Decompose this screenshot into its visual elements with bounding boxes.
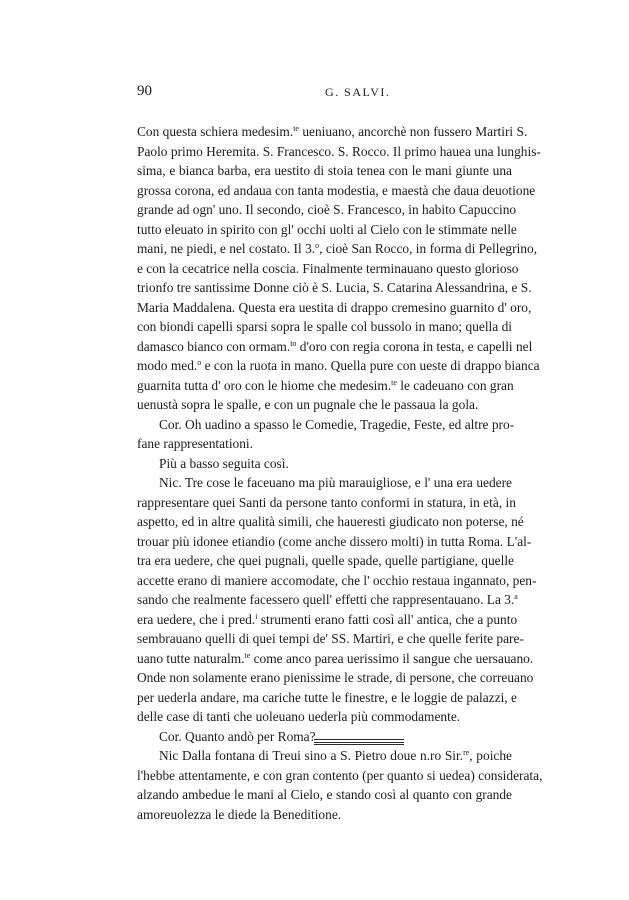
text-segment: sembrauano quelli di quei tempi de' SS. Martiri, e che quelle ferite pare-: [137, 631, 524, 646]
text-line: [137, 473, 512, 493]
text-segment: le cadeuano con gran: [396, 377, 514, 393]
page-number: 90: [137, 83, 152, 99]
text-line: [137, 571, 537, 591]
text-line: [137, 785, 512, 805]
text-segment: con biondi capelli sparsi sopra le spalle col bussolo in mano; quella di: [137, 319, 512, 334]
text-line: [137, 512, 524, 532]
text-segment: Maria Maddalena. Questa era uestita di drappo cremesino guarnito d' oro,: [137, 299, 532, 315]
text-line: [137, 649, 534, 669]
text-segment: modo med.: [137, 358, 198, 373]
text-segment: Più a basso seguita così.: [159, 455, 289, 471]
superscript-abbreviation: a: [514, 592, 518, 601]
text-segment: come anco parea uerissimo il sangue che uersauano.: [250, 650, 534, 666]
page-header: [137, 83, 512, 103]
text-segment: Con questa schiera medesim.: [137, 124, 294, 139]
text-segment: Cor. Oh uadino a spasso le Comedie, Tragedie, Feste, ed altre pro-: [159, 416, 515, 432]
text-segment: tra era uedere, che quei pugnali, quelle spade, quelle partigiane, quelle: [137, 553, 514, 568]
text-line: [137, 161, 512, 181]
text-segment: grande ad ogn' uno. Il secondo, cioè S. Francesco, in habito Capuccino: [137, 202, 517, 217]
text-segment: alzando ambedue le mani al Cielo, e stando così al quanto con grande: [137, 787, 512, 802]
text-segment: accette erano di maniere accomodate, che l' occhio restaua ingannato, pen-: [137, 572, 537, 588]
text-line: [137, 532, 532, 552]
text-line: [137, 805, 512, 825]
text-segment: trouar più idonee etiandio (come anche dissero molti) in tutta Roma. L'al-: [137, 533, 532, 549]
text-segment: tutto eleuato in spirito con gl' occhi uolti al Cielo con le stimmate nelle: [137, 221, 517, 237]
superscript-abbreviation: te: [391, 377, 397, 387]
text-segment: uenustà sopra le spalle, e con un pugnale che le passaua la gola.: [137, 397, 479, 412]
superscript-abbreviation: o: [197, 358, 202, 367]
text-line: [137, 746, 512, 766]
text-segment: , poiche: [469, 748, 512, 763]
text-segment: , cioè San Rocco, in forma di Pellegrino,: [319, 241, 538, 256]
text-line: [137, 181, 536, 201]
running-head: G. SALVI.: [325, 85, 391, 99]
text-segment: l'hebbe attentamente, e con gran contento (per quanto si uedea) considerata,: [137, 767, 543, 783]
body-text: [137, 122, 543, 824]
text-segment: era uedere, che i pred.: [137, 611, 256, 627]
text-segment: e con la ruota in mano. Quella pure con ueste di drappo bianca: [201, 358, 540, 373]
text-line: [137, 122, 528, 142]
text-segment: Nic Dalla fontana di Treui sino a S. Pietro doue n.ro Sir.: [159, 748, 464, 763]
text-segment: Paolo primo Heremita. S. Francesco. S. Rocco. Il primo hauea una lunghis-: [137, 143, 541, 159]
text-line: [137, 493, 516, 513]
text-line: [137, 259, 519, 279]
text-line: [137, 629, 524, 649]
text-segment: trionfo tre santissime Donne ciò è S. Lucia, S. Catarina Alessandrina, e S.: [137, 280, 532, 295]
text-segment: amoreuolezza le diede la Beneditione.: [137, 806, 342, 822]
text-line: [137, 395, 512, 415]
text-line: [137, 278, 532, 298]
superscript-abbreviation: re: [463, 748, 470, 757]
text-segment: Onde non solamente erano pienissime le strade, di persone, che correuano: [137, 670, 534, 685]
text-line: [137, 551, 512, 571]
text-segment: d'oro con regia corona in testa, e capelli nel: [296, 338, 533, 354]
text-line: [137, 239, 538, 259]
text-segment: per uederla andare, ma cariche tutte le finestre, e le loggie de palazzi, e: [137, 689, 517, 705]
text-line: [137, 707, 512, 727]
text-line: [137, 434, 512, 454]
text-segment: fane rappresentationi.: [137, 436, 253, 451]
text-segment: uano tutte naturalm.: [137, 650, 245, 666]
text-segment: Nic. Tre cose le faceuano ma più marauigliose, e l' una era uedere: [159, 475, 512, 490]
text-line: [137, 337, 533, 357]
text-line: [137, 415, 515, 435]
text-segment: sando che realmente facessero quell' effetti che rappresentauano. La 3.: [137, 592, 515, 607]
text-line: [137, 610, 518, 630]
text-segment: damasco bianco con ormam.: [137, 338, 291, 354]
superscript-abbreviation: te: [293, 124, 299, 133]
text-segment: aspetto, ed in altre qualità simili, che haueresti giudicato non poterse, né: [137, 514, 524, 529]
text-segment: mani, ne piedi, e nel costato. Il 3.: [137, 241, 316, 256]
superscript-abbreviation: to: [290, 338, 297, 348]
text-segment: guarnita tutta d' oro con le hiome che medesim.: [137, 377, 392, 393]
text-line: [137, 298, 532, 318]
text-line: [137, 220, 517, 240]
text-line: [137, 356, 540, 376]
text-segment: sima, e bianca barba, era uestito di stoia tenea con le mani giunte una: [137, 163, 512, 178]
text-line: [137, 200, 517, 220]
section-end-rule: [314, 739, 404, 743]
text-line: [137, 688, 517, 708]
text-segment: delle case di tanti che uoleuano uederla più commodamente.: [137, 709, 461, 724]
text-line: [137, 317, 512, 337]
text-line: [137, 668, 534, 688]
text-segment: rappresentare quei Santi da persone tanto conformi in statura, in età, in: [137, 494, 516, 510]
text-segment: grossa corona, ed andaua con tanta modestia, e maestà che daua deuotione: [137, 182, 536, 198]
text-line: [137, 376, 512, 396]
text-segment: Cor. Quanto andò per Roma?: [159, 728, 316, 744]
text-line: [137, 766, 543, 786]
text-segment: ueniuano, ancorchè non fussero Martiri S.: [298, 124, 528, 139]
text-segment: strumenti erano fatti così all' antica, che a punto: [257, 611, 518, 627]
text-segment: e con la cecatrice nella coscia. Finalmente terminauano questo glorioso: [137, 260, 519, 276]
superscript-abbreviation: o: [315, 241, 320, 250]
text-line: [137, 142, 541, 162]
text-line: [137, 454, 512, 474]
superscript-abbreviation: te: [244, 650, 251, 660]
superscript-abbreviation: i: [255, 611, 258, 621]
text-line: [137, 590, 518, 610]
